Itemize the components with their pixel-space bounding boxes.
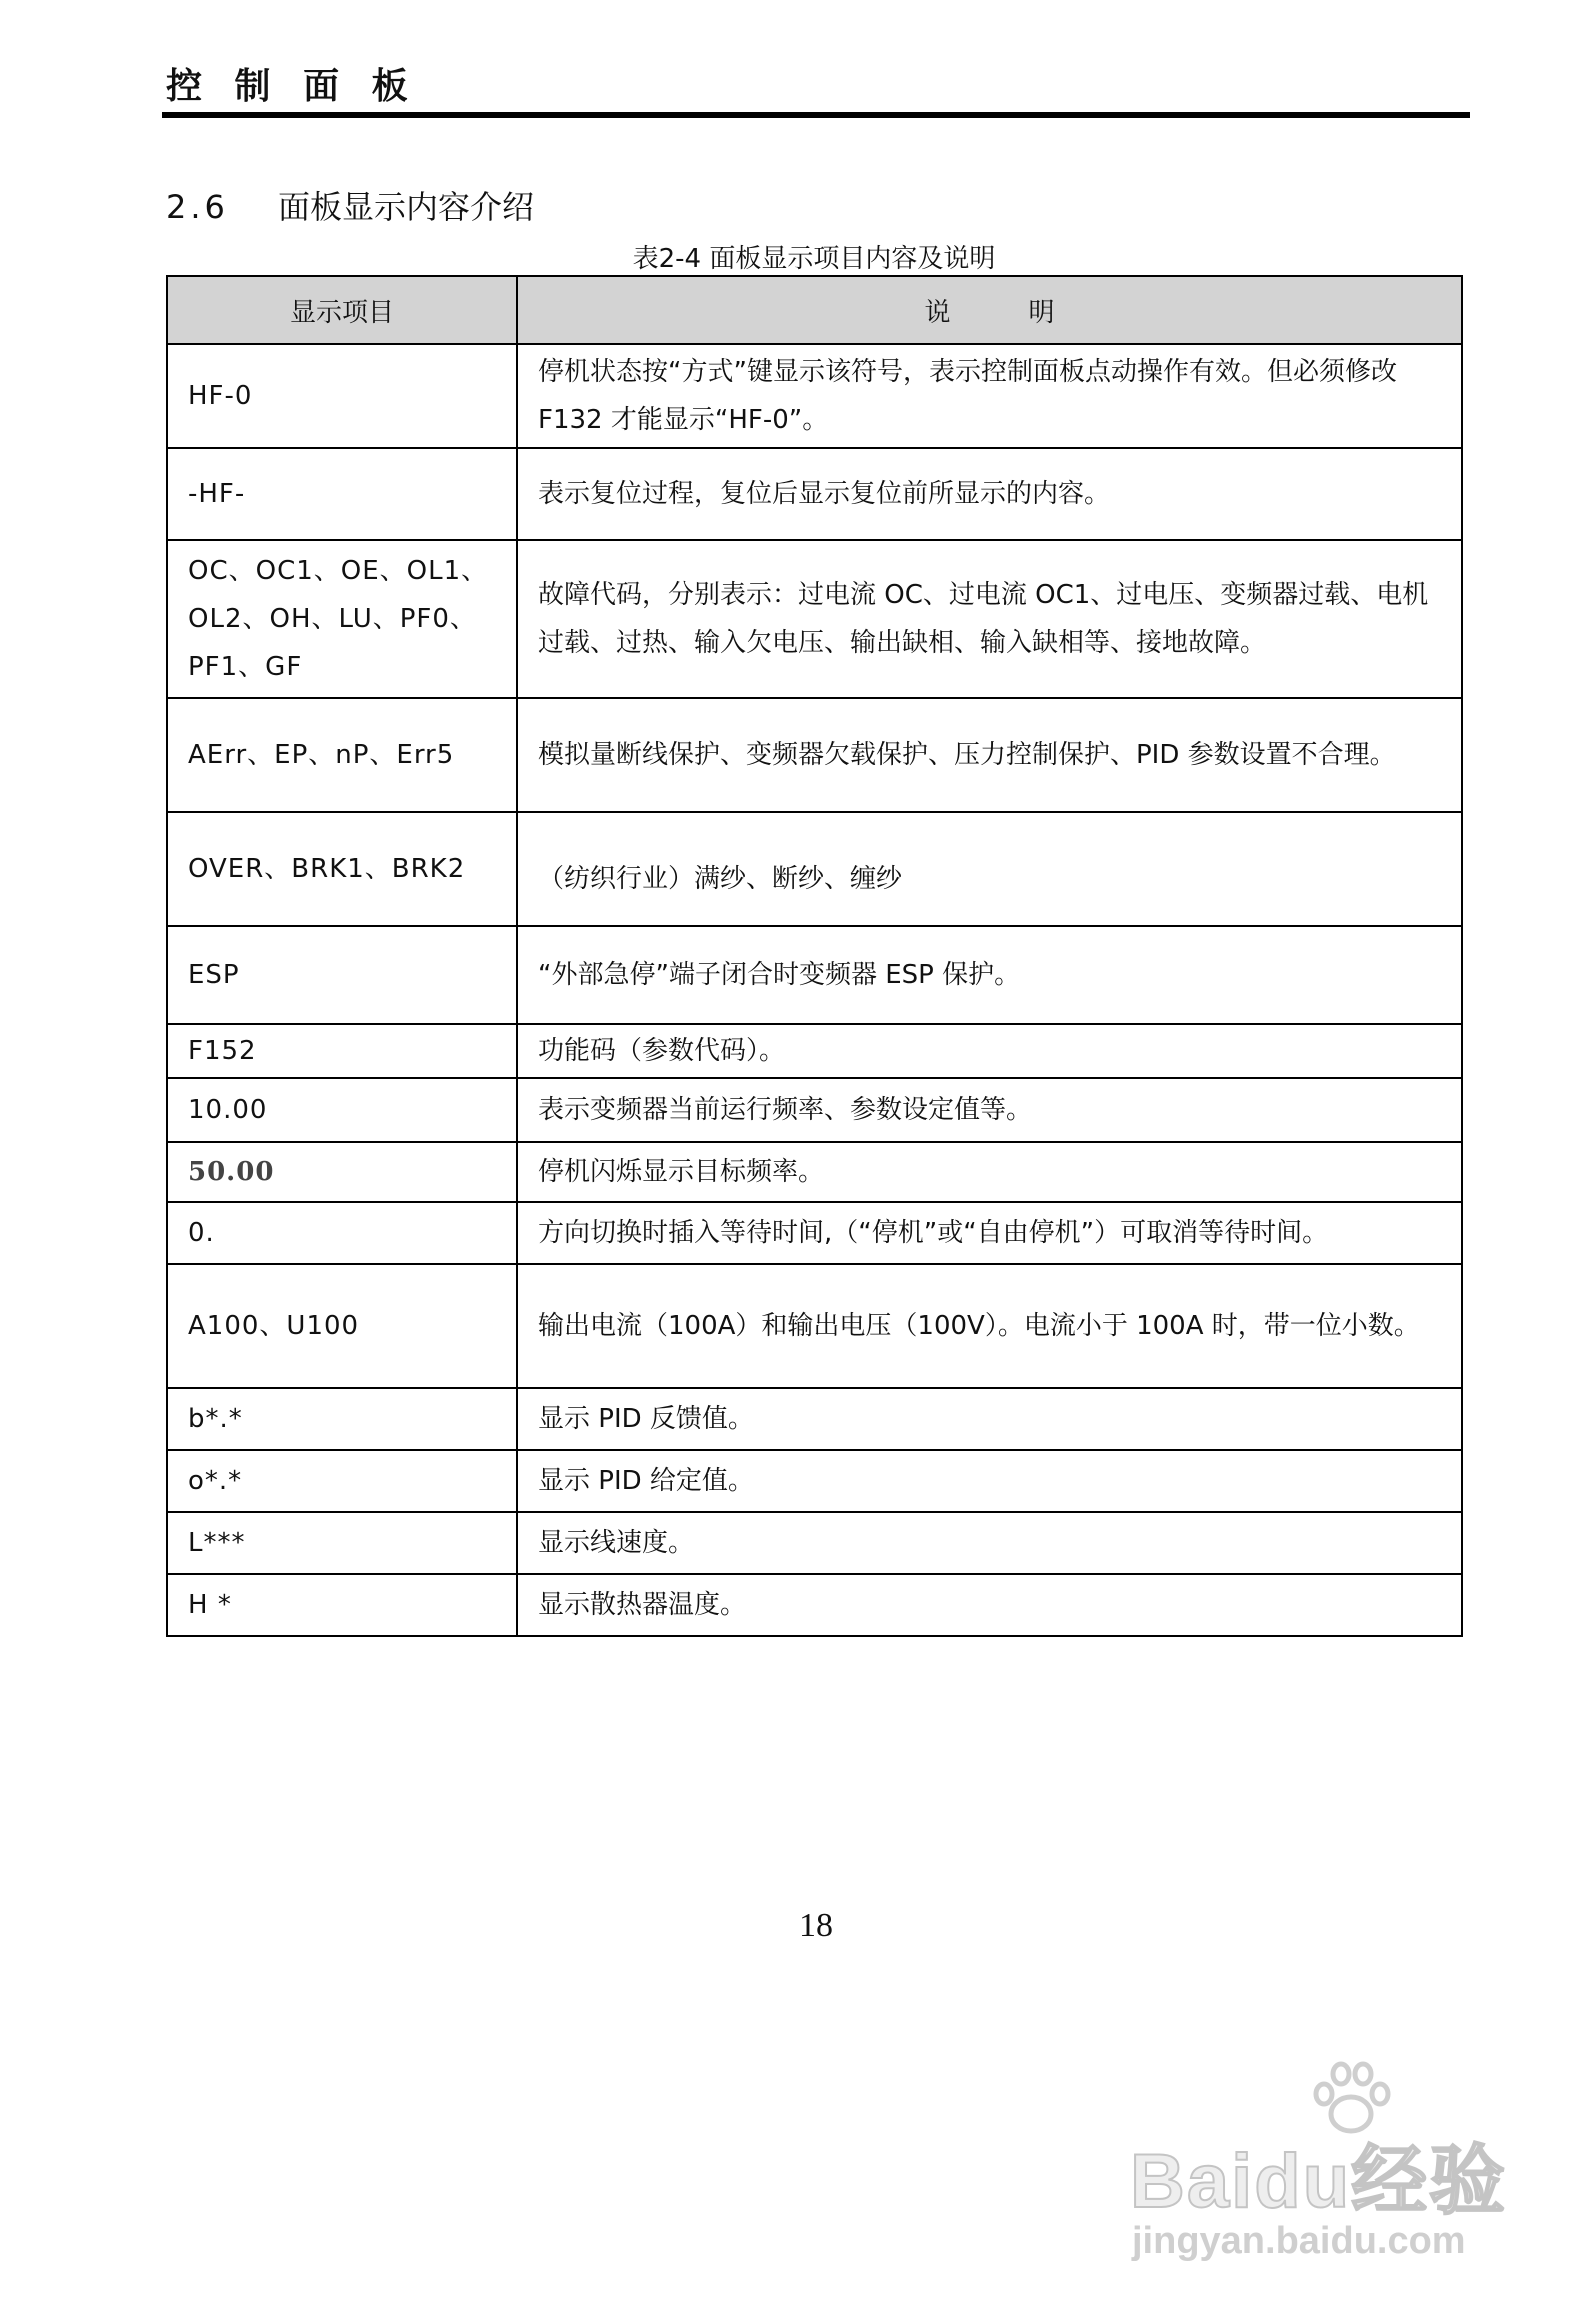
- display-description: 表示变频器当前运行频率、参数设定值等。: [517, 1078, 1462, 1142]
- table-row: [167, 1142, 1462, 1202]
- display-code: o*.*: [167, 1450, 517, 1512]
- table-row: [167, 1512, 1462, 1574]
- display-description: 方向切换时插入等待时间,（“停机”或“自由停机”）可取消等待时间。: [517, 1202, 1462, 1264]
- table-row: [167, 1264, 1462, 1388]
- display-description: 输出电流（100A）和输出电压（100V）。电流小于 100A 时，带一位小数。: [517, 1264, 1462, 1388]
- display-code: A100、U100: [167, 1264, 517, 1388]
- display-code: -HF-: [167, 448, 517, 540]
- table-caption: 表2-4 面板显示项目内容及说明: [632, 244, 996, 274]
- table-row: [167, 1078, 1462, 1142]
- display-code: 50.00: [167, 1142, 517, 1202]
- table-row: [167, 1202, 1462, 1264]
- display-description: 停机闪烁显示目标频率。: [517, 1142, 1462, 1202]
- column-header-item: 显示项目: [167, 276, 517, 344]
- table-row: [167, 1450, 1462, 1512]
- display-code: HF-0: [167, 344, 517, 448]
- watermark-brand: Baidu经验: [1130, 2139, 1508, 2224]
- page-header-title: 控 制 面 板: [166, 66, 418, 107]
- section-heading: [166, 182, 534, 228]
- display-code: OVER、BRK1、BRK2: [167, 812, 517, 926]
- table-row: [167, 344, 1462, 448]
- header-rule: [162, 112, 1470, 118]
- table-row: [167, 1574, 1462, 1636]
- display-description: 故障代码，分别表示：过电流 OC、过电流 OC1、过电压、变频器过载、电机过载、过热、输入欠电压、输出缺相、输入缺相等、接地故障。: [517, 540, 1462, 698]
- display-description: 显示 PID 反馈值。: [517, 1388, 1462, 1450]
- table-row: [167, 448, 1462, 540]
- column-header-description: 说 明: [517, 276, 1462, 344]
- display-code: L***: [167, 1512, 517, 1574]
- display-description: 显示线速度。: [517, 1512, 1462, 1574]
- display-code: AErr、EP、nP、Err5: [167, 698, 517, 812]
- display-description: 表示复位过程，复位后显示复位前所显示的内容。: [517, 448, 1462, 540]
- page-number: 18: [799, 1907, 833, 1944]
- table-row: [167, 698, 1462, 812]
- display-description: 显示 PID 给定值。: [517, 1450, 1462, 1512]
- display-description: 功能码（参数代码）。: [517, 1024, 1462, 1078]
- display-code: H *: [167, 1574, 517, 1636]
- table-header-row: [167, 276, 1462, 344]
- display-code: b*.*: [167, 1388, 517, 1450]
- display-code: F152: [167, 1024, 517, 1078]
- display-description: “外部急停”端子闭合时变频器 ESP 保护。: [517, 926, 1462, 1024]
- panel-display-table: [166, 275, 1463, 1637]
- section-number: 2.6: [166, 188, 229, 226]
- table-row: [167, 812, 1462, 926]
- table-row: [167, 540, 1462, 698]
- display-code: ESP: [167, 926, 517, 1024]
- display-description: 停机状态按“方式”键显示该符号，表示控制面板点动操作有效。但必须修改 F132 才能显示“HF-0”。: [517, 344, 1462, 448]
- display-description: 显示散热器温度。: [517, 1574, 1462, 1636]
- table-row: [167, 926, 1462, 1024]
- display-code: OC、OC1、OE、OL1、OL2、OH、LU、PF0、PF1、GF: [167, 540, 517, 698]
- display-description: （纺织行业）满纱、断纱、缠纱: [517, 812, 1462, 926]
- table-row: [167, 1388, 1462, 1450]
- table-row: [167, 1024, 1462, 1078]
- section-title: 面板显示内容介绍: [278, 188, 535, 226]
- display-code: 10.00: [167, 1078, 517, 1142]
- watermark-site: jingyan.baidu.com: [1132, 2220, 1466, 2262]
- display-code: 0.: [167, 1202, 517, 1264]
- display-description: 模拟量断线保护、变频器欠载保护、压力控制保护、PID 参数设置不合理。: [517, 698, 1462, 812]
